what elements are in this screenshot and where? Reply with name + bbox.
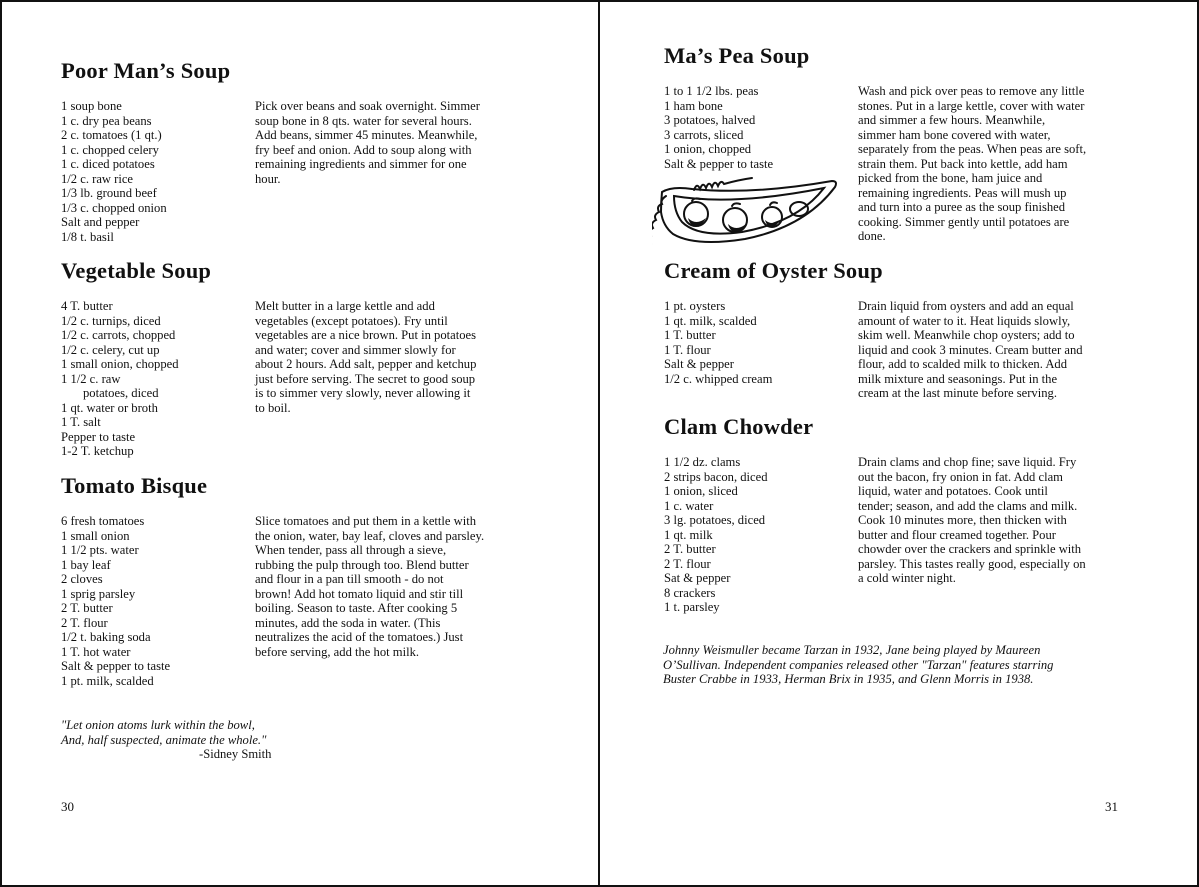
trivia-line: O’Sullivan. Independent companies released other "Tarzan" features starring — [663, 657, 1054, 672]
directions-line: and water; cover and simmer slowly for — [255, 342, 456, 357]
right-page — [600, 0, 1199, 887]
ingredient: 1 c. dry pea beans — [61, 113, 152, 128]
ingredient: 1 small onion — [61, 528, 130, 543]
ingredient: 8 crackers — [664, 585, 716, 600]
ingredient: 1 T. salt — [61, 415, 101, 430]
directions-line: stones. Put in a large kettle, cover with water — [858, 98, 1085, 113]
directions-line: Wash and pick over peas to remove any little — [858, 84, 1085, 98]
recipe-mas-pea-soup — [664, 43, 1087, 244]
recipe-title: Cream of Oyster Soup — [664, 258, 883, 283]
ingredient: 1 t. parsley — [664, 600, 720, 615]
directions-line: chowder over the crackers and sprinkle with — [858, 542, 1082, 557]
directions-line: Drain clams and chop fine; save liquid. Fry — [858, 455, 1077, 469]
directions-line: vegetables are a nice brown. Put in potatoes — [255, 328, 477, 343]
ingredient-list — [61, 514, 251, 689]
quote-line: And, half suspected, animate the whole." — [61, 732, 267, 747]
ingredient: 1/2 c. celery, cut up — [61, 342, 160, 357]
directions-line: cooking. Simmer gently until potatoes are — [858, 214, 1070, 229]
ingredient-list — [664, 84, 854, 171]
directions-line: When tender, pass all through a sieve, — [255, 543, 447, 558]
directions-line: liquid, water and potatoes. Cook until — [858, 484, 1048, 499]
ingredient: 1 bay leaf — [61, 557, 111, 572]
ingredient: 1 qt. milk, scalded — [664, 313, 757, 328]
ingredient: 2 T. butter — [664, 542, 716, 557]
directions-line: fry beef and onion. Add to soup along with — [255, 142, 472, 157]
directions-line: separately from the peas. When peas are soft, — [858, 142, 1087, 157]
quote-attribution: -Sidney Smith — [199, 747, 272, 762]
directions-line: to boil. — [255, 400, 291, 415]
directions-line: before serving, add the hot milk. — [255, 644, 420, 659]
ingredient: 1 small onion, chopped — [61, 357, 179, 372]
directions — [255, 99, 523, 186]
directions-line: out the bacon, fry onion in fat. Add clam — [858, 469, 1063, 484]
ingredient: 1 to 1 1/2 lbs. peas — [664, 84, 759, 98]
directions-line: and turn into a puree as the soup finished — [858, 200, 1066, 215]
directions — [255, 299, 523, 415]
ingredient: 1/2 c. raw rice — [61, 171, 134, 186]
directions-line: is to simmer very slowly, never allowing it — [255, 386, 471, 401]
directions-line: liquid and cook 3 minutes. Cream butter and — [858, 342, 1083, 357]
directions-line: cream at the last minute before serving. — [858, 386, 1057, 401]
directions-line: soup bone in 8 qts. water for several hours. — [255, 113, 472, 128]
ingredient: 1-2 T. ketchup — [61, 444, 134, 459]
ingredient: 1 soup bone — [61, 99, 122, 113]
recipe-title: Vegetable Soup — [61, 258, 212, 283]
ingredient: 1 T. hot water — [61, 644, 131, 659]
directions-line: just before serving. The secret to good soup — [255, 371, 476, 386]
ingredient: 2 cloves — [61, 572, 103, 587]
ingredient: 1/8 t. basil — [61, 229, 114, 244]
ingredient: 1/2 t. baking soda — [61, 630, 151, 645]
directions-line: milk mixture and seasonings. Put in the — [858, 371, 1058, 386]
directions-line: and flour in a pan till smooth - do not — [255, 572, 444, 587]
directions-line: the onion, water, bay leaf, cloves and parsley. — [255, 528, 485, 543]
ingredient: 1 qt. milk — [664, 527, 713, 542]
page-number: 30 — [61, 799, 74, 814]
ingredient: 1 onion, sliced — [664, 484, 738, 499]
pea-pod-illustration — [652, 172, 842, 248]
directions-line: remaining ingredients and simmer for one — [255, 157, 467, 172]
directions-line: minutes, add the soda in water. (This — [255, 615, 441, 630]
ingredient: 2 c. tomatoes (1 qt.) — [61, 128, 162, 143]
recipe-clam-chowder — [664, 414, 1086, 615]
ingredient: 1/2 c. whipped cream — [664, 371, 773, 386]
ingredient: 1 c. diced potatoes — [61, 157, 155, 172]
directions-line: neutralizes the acid of the tomatoes.) Just — [255, 630, 464, 645]
directions-line: Melt butter in a large kettle and add — [255, 299, 435, 313]
ingredient: 1/3 c. chopped onion — [61, 200, 167, 215]
ingredient: 1 T. butter — [664, 328, 716, 343]
directions-line: hour. — [255, 171, 281, 186]
trivia-note — [663, 643, 1053, 687]
directions-line: Drain liquid from oysters and add an equal — [858, 299, 1074, 313]
ingredient: Pepper to taste — [61, 429, 136, 444]
directions-line: parsley. This tastes really good, especially on — [858, 556, 1086, 571]
ingredient-list — [664, 299, 854, 386]
ingredient-list — [61, 299, 251, 459]
directions-line: picked from the bone, ham juice and — [858, 171, 1043, 186]
recipe-title: Ma’s Pea Soup — [664, 43, 810, 68]
ingredient: 2 T. flour — [664, 556, 711, 571]
ingredient: 1 T. flour — [664, 342, 711, 357]
ingredient: 1 onion, chopped — [664, 142, 752, 157]
recipe-title: Tomato Bisque — [61, 473, 208, 498]
ingredient: potatoes, diced — [83, 386, 159, 401]
ingredient: 3 lg. potatoes, diced — [664, 513, 766, 528]
recipe-poor-mans-soup — [61, 58, 480, 244]
directions-line: boiling. Season to taste. After cooking 5 — [255, 601, 458, 616]
directions-line: flour, add to scalded milk to thicken. Add — [858, 357, 1068, 372]
quote-line: "Let onion atoms lurk within the bowl, — [61, 718, 255, 732]
ingredient: 1 1/2 c. raw — [61, 371, 121, 386]
directions-line: vegetables (except potatoes). Fry until — [255, 313, 448, 328]
directions — [858, 455, 1126, 586]
directions-line: brown! Add hot tomato liquid and stir till — [255, 586, 464, 601]
directions-line: Pick over beans and soak overnight. Simmer — [255, 99, 480, 113]
epigraph-quote — [61, 718, 271, 762]
trivia-line: Johnny Weismuller became Tarzan in 1932, Jane being played by Maureen — [663, 643, 1041, 657]
ingredient: 3 carrots, sliced — [664, 127, 744, 142]
recipe-title: Poor Man’s Soup — [61, 58, 231, 83]
ingredient: 2 T. butter — [61, 601, 113, 616]
ingredient: 3 potatoes, halved — [664, 113, 756, 128]
ingredient: Sat & pepper — [664, 571, 731, 586]
directions — [858, 84, 1126, 244]
directions-line: done. — [858, 229, 886, 244]
ingredient: 1/2 c. turnips, diced — [61, 313, 161, 328]
ingredient: Salt & pepper to taste — [61, 659, 171, 674]
directions-line: amount of water to it. Heat liquids slowly, — [858, 313, 1071, 328]
ingredient: 1 sprig parsley — [61, 586, 136, 601]
ingredient: 1 ham bone — [664, 98, 723, 113]
directions-line: Add beans, simmer 45 minutes. Meanwhile, — [255, 128, 478, 143]
ingredient: 1 pt. milk, scalded — [61, 674, 154, 689]
trivia-line: Buster Crabbe in 1933, Herman Brix in 1935, and Glenn Morris in 1938. — [663, 672, 1034, 687]
ingredient: Salt & pepper to taste — [664, 156, 774, 171]
recipe-title: Clam Chowder — [664, 414, 814, 439]
recipe-cream-of-oyster-soup — [664, 258, 1083, 401]
recipe-tomato-bisque — [61, 473, 485, 689]
ingredient: 6 fresh tomatoes — [61, 514, 145, 528]
directions — [858, 299, 1126, 401]
ingredient: 2 strips bacon, diced — [664, 469, 768, 484]
directions-line: skim well. Meanwhile chop oysters; add to — [858, 328, 1075, 343]
directions-line: Slice tomatoes and put them in a kettle with — [255, 514, 477, 528]
ingredient: 1/2 c. carrots, chopped — [61, 328, 176, 343]
ingredient: Salt & pepper — [664, 357, 734, 372]
directions-line: strain them. Put back into kettle, add ham — [858, 156, 1068, 171]
directions-line: Cook 10 minutes more, then thicken with — [858, 513, 1067, 528]
ingredient: 1 c. water — [664, 498, 714, 513]
ingredient: 1 qt. water or broth — [61, 400, 158, 415]
directions-line: about 2 hours. Add salt, pepper and ketchup — [255, 357, 477, 372]
directions-line: butter and flour creamed together. Pour — [858, 527, 1056, 542]
left-page — [0, 0, 598, 887]
ingredient: 1 pt. oysters — [664, 299, 726, 313]
directions-line: a cold winter night. — [858, 571, 956, 586]
directions — [255, 514, 523, 659]
ingredient: 1/3 lb. ground beef — [61, 186, 157, 201]
ingredient: 1 1/2 dz. clams — [664, 455, 741, 469]
directions-line: remaining ingredients. Peas will mush up — [858, 185, 1067, 200]
ingredient-list — [61, 99, 251, 244]
directions-line: tender; season, and add the clams and milk. — [858, 498, 1078, 513]
ingredient: 1 1/2 pts. water — [61, 543, 139, 558]
ingredient: 2 T. flour — [61, 615, 108, 630]
ingredient-list — [664, 455, 854, 615]
ingredient: 4 T. butter — [61, 299, 113, 313]
ingredient: Salt and pepper — [61, 215, 140, 230]
recipe-vegetable-soup — [61, 258, 477, 459]
ingredient: 1 c. chopped celery — [61, 142, 159, 157]
directions-line: rubbing the pulp through too. Blend butter — [255, 557, 469, 572]
directions-line: and simmer a few hours. Meanwhile, — [858, 113, 1046, 128]
directions-line: simmer ham bone covered with water, — [858, 127, 1051, 142]
page-number: 31 — [1105, 799, 1118, 814]
